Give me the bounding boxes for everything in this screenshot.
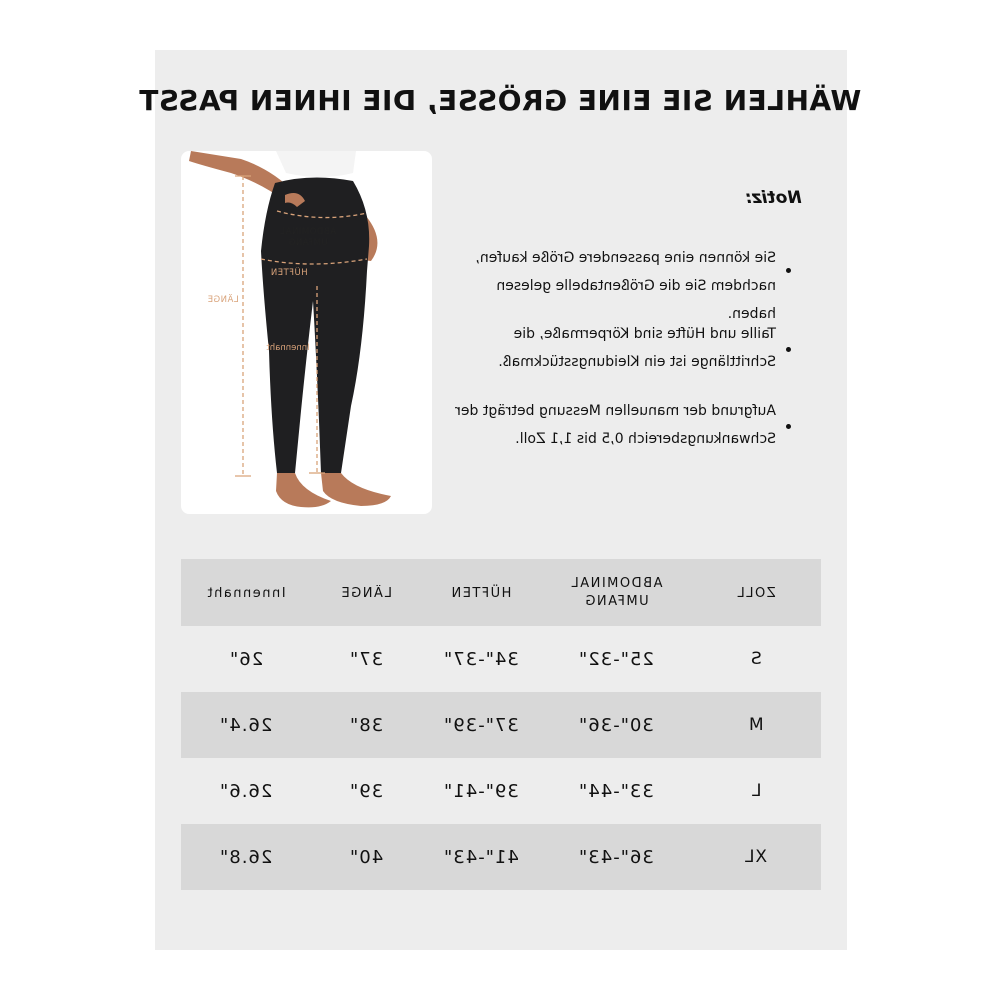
note-bullet [786,424,791,429]
cell-length: 37" [348,648,384,670]
notes-heading: Notiz: [745,188,802,208]
header-inseam: Innennaht [206,586,286,601]
image-label-length: LÄNGE [207,295,239,305]
image-label-hips: HÜFTEN [270,268,308,278]
cell-length: 40" [348,846,384,868]
note-item [448,244,776,328]
cell-size: L [750,781,762,801]
table-row [181,626,821,692]
page-title: WÄHLEN SIE EINE GRÖSSE, DIE IHNEN PASST [138,84,862,117]
cell-size: S [750,649,762,669]
cell-hips: 34"-37" [443,648,519,670]
table-row [181,758,821,824]
cell-abdominal: 36"-43" [578,846,654,868]
cell-size: XL [744,847,768,867]
header-zoll: ZOLL [736,586,776,601]
cell-inseam: 26" [228,648,264,670]
note-bullet [786,268,791,273]
note-text: Sie können eine passendere Größe kaufen, nachdem Sie die Größentabelle gelesen haben. [475,250,776,322]
image-label-umfang: UMFANG [288,238,328,248]
cell-inseam: 26.8" [219,846,273,868]
image-label-inseam: Innennaht [266,343,310,353]
cell-hips: 39"-41" [443,780,519,802]
cell-abdominal: 25"-32" [578,648,654,670]
note-item [448,397,776,453]
cell-inseam: 26.4" [219,714,273,736]
header-length: LÄNGE [340,586,392,601]
note-text: Taille und Hüfte sind Körpermaße, die Schrittlänge ist ein Kleidungsstückmaß. [498,326,776,370]
cell-length: 39" [348,780,384,802]
model-photo [181,151,432,514]
table-row [181,692,821,758]
image-label-abdominal: ABDOMINAL [279,227,337,237]
cell-abdominal: 30"-36" [578,714,654,736]
cell-size: M [748,715,764,735]
model-illustration [181,151,432,514]
note-text: Aufgrund der manuellen Messung beträgt der Schwankungsbereich 0,5 bis 1,1 Zoll. [455,403,776,447]
note-bullet [786,347,791,352]
size-table [181,559,821,890]
table-header-row [181,559,821,626]
cell-hips: 37"-39" [443,714,519,736]
cell-inseam: 26.6" [219,780,273,802]
cell-abdominal: 33"-44" [578,780,654,802]
cell-length: 38" [348,714,384,736]
table-row [181,824,821,890]
cell-hips: 41"-43" [443,846,519,868]
note-item [448,320,776,376]
header-hips: HÜFTEN [450,586,512,601]
header-abdominal: ABDOMINAL UMFANG [569,575,663,609]
